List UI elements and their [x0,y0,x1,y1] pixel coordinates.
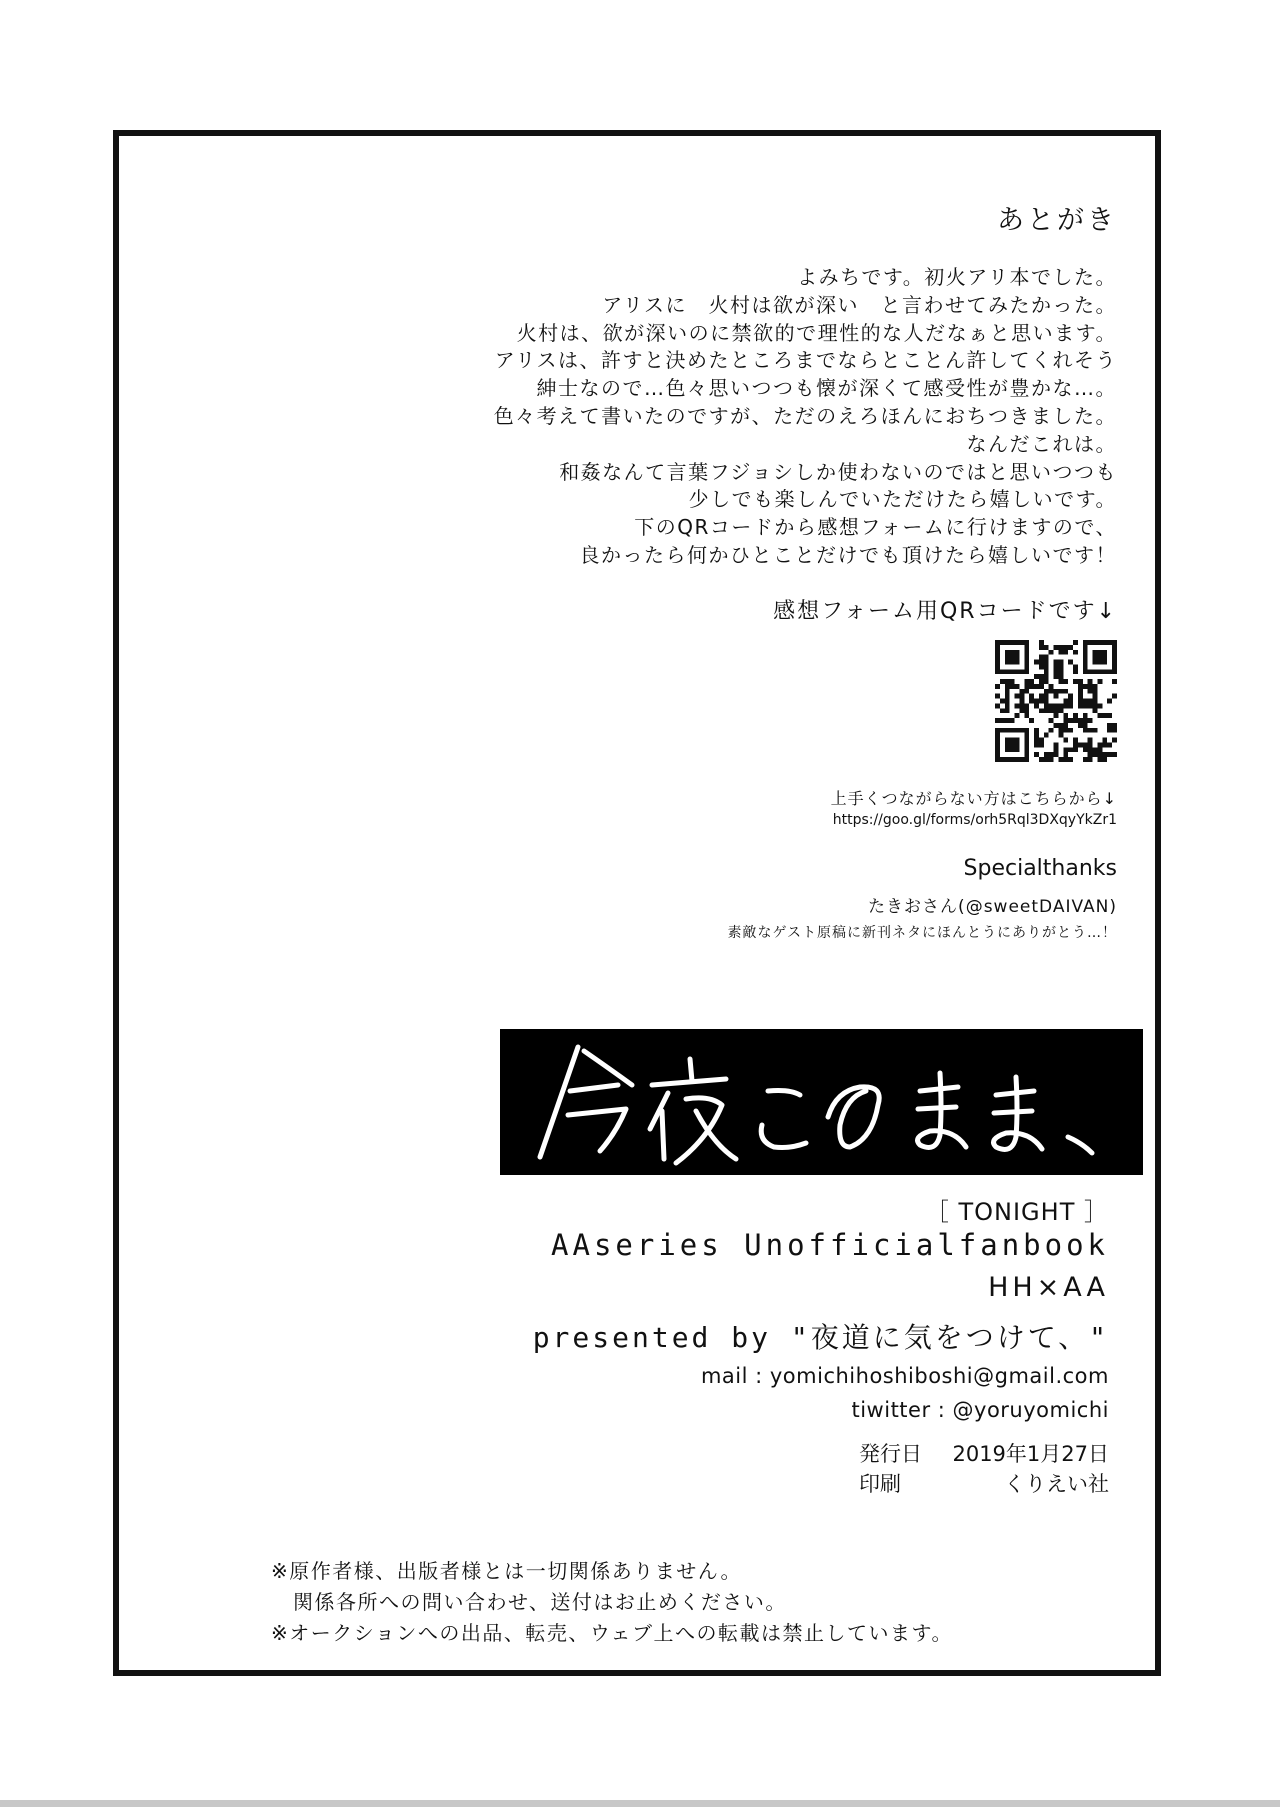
page-frame [113,130,1161,1676]
page-bottom-strip [0,1800,1280,1807]
disclaimer-line: ※オークションへの出品、転売、ウェブ上への転載は禁止しています。 [271,1621,953,1645]
afterword-line: 少しでも楽しんでいただけたら嬉しいです。 [688,487,1117,512]
printer-row [859,1468,1109,1498]
contact-twitter[interactable]: tiwitter : @yoruyomichi [851,1398,1109,1422]
circle-credit: presented by "夜道に気をつけて、" [532,1321,1109,1354]
publication-date-label: 発行日 [859,1442,922,1466]
afterword-body [494,264,1117,570]
qr-caption: 感想フォーム用QRコードです↓ [773,599,1117,624]
qr-code-icon[interactable] [995,640,1117,762]
afterword-line: 良かったら何かひとことだけでも頂けたら嬉しいです！ [579,542,1117,567]
series-line: AAseries Unofficialfanbook [551,1228,1109,1262]
special-thanks-title: Specialthanks [963,856,1117,881]
disclaimer-line: 関係各所への問い合わせ、送付はお止めください。 [293,1590,787,1614]
afterword-heading: あとがき [997,205,1117,236]
afterword-line: よみちです。初火アリ本でした。 [797,265,1117,289]
afterword-line: 色々考えて書いたのですが、ただのえろほんにおちつきました。 [493,403,1117,428]
title-logo-banner [500,1029,1143,1175]
afterword-line: アリスは、許すと決めたところまでならとことん許してくれそう [494,348,1117,373]
afterword-line: 和姦なんて言葉フジョシしか使わないのではと思いつつも [559,459,1117,484]
alt-link-caption: 上手くつながらない方はこちらから↓ [830,789,1117,808]
publication-date-value: 2019年1月27日 [952,1442,1109,1466]
printer-value: くりえい社 [1004,1472,1109,1496]
special-thanks-message: 素敵なゲスト原稿に新刊ネタにほんとうにありがとう…！ [727,925,1117,941]
pairing-line: HH×AA [988,1272,1109,1303]
publication-date-row [859,1438,1109,1468]
title-logo [500,1029,1143,1175]
english-title: ［ TONIGHT ］ [924,1198,1109,1226]
disclaimer-line: ※原作者様、出版者様とは一切関係ありません。 [271,1559,742,1583]
afterword-line: 紳士なので…色々思いつつも懐が深くて感受性が豊かな…。 [536,376,1117,401]
afterword-line: アリスに 火村は欲が深い と言わせてみたかった。 [602,292,1117,317]
afterword-line: 下のQRコードから感想フォームに行けますので、 [634,515,1117,540]
feedback-form-link[interactable]: https://goo.gl/forms/orh5Rql3DXqyYkZr1 [832,812,1117,828]
special-thanks-name: たきおさん(@sweetDAIVAN) [868,897,1117,917]
printer-label: 印刷 [859,1472,901,1496]
disclaimer-notes [271,1556,953,1649]
afterword-line: なんだこれは。 [966,431,1117,456]
contact-mail[interactable]: mail : yomichihoshiboshi@gmail.com [700,1364,1109,1388]
afterword-line: 火村は、欲が深いのに禁欲的で理性的な人だなぁと思います。 [516,320,1117,345]
